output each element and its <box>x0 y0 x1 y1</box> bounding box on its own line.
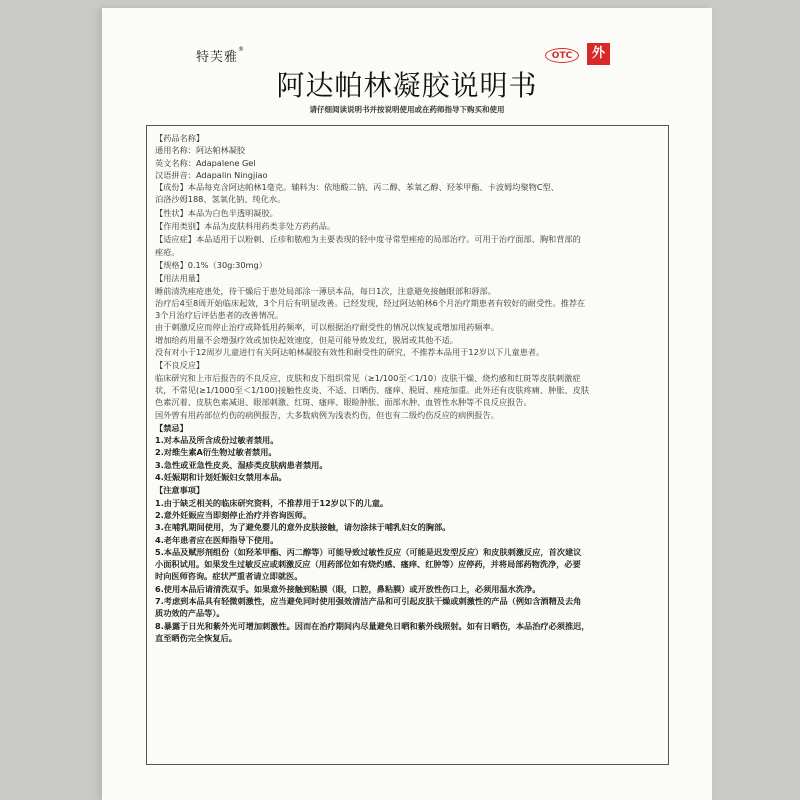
precaution-item: 2.意外妊娠应当即刻停止治疗并咨询医师。 <box>155 509 312 520</box>
usage-line: 没有对小于12周岁儿童进行有关阿达帕林凝胶有效性和耐受性的研究，不推荐本品用于12岁以下儿童患者。 <box>155 347 545 358</box>
external-use-badge: 外 <box>587 43 610 65</box>
contraindication-item: 4.妊娠期和计划妊娠妇女禁用本品。 <box>155 472 287 483</box>
indications-line: 【适应症】本品适用于以粉刺、丘疹和脓疱为主要表现的轻中度寻常型痤疮的局部治疗。可用于治疗面部、胸和背部的 <box>155 234 581 245</box>
leaflet-page <box>102 8 712 800</box>
precaution-item: 时向医师咨询。症状严重者请立即就医。 <box>155 571 303 582</box>
usage-line: 睡前清洗痤疮患处，待干燥后于患处局部涂一薄层本品，每日1次，注意避免接触眼部和唇部。 <box>155 285 496 296</box>
generic-name: 通用名称：阿达帕林凝胶 <box>155 145 246 156</box>
precautions-heading: 【注意事项】 <box>155 485 205 496</box>
adverse-line: 状，不常见(≥1/1000至＜1/100)接触性皮炎、不适、日晒伤、瘙痒、脱屑、痤疮加重。此外还有皮肤疼痛、肿胀、皮肤 <box>155 384 590 395</box>
usage-line: 3个月治疗后评估患者的改善情况。 <box>155 310 284 321</box>
document-title: 阿达帕林凝胶说明书 <box>276 69 538 102</box>
brand-logo <box>196 46 245 65</box>
usage-line: 由于刺激反应而停止治疗或降低用药频率，可以根据治疗耐受性的情况以恢复或增加用药频率。 <box>155 322 499 333</box>
precaution-item: 5.本品及赋形剂组份（如羟苯甲酯、丙二醇等）可能导致过敏性反应（可能是迟发型反应）和皮肤刺激反应，首次建议 <box>155 546 582 557</box>
english-name: 英文名称：Adapalene Gel <box>155 157 256 168</box>
precaution-item: 8.暴露于日光和紫外光可增加刺激性。因而在治疗期间内尽量避免日晒和紫外线照射。如有日晒伤，本品治疗必须推迟， <box>155 620 590 631</box>
drug-name-heading: 【药品名称】 <box>155 133 205 143</box>
brand-name: 特芙雅 <box>196 50 239 65</box>
precaution-item: 1.由于缺乏相关的临床研究资料，不推荐用于12岁以下的儿童。 <box>155 497 389 508</box>
otc-badge: OTC <box>545 48 579 63</box>
document-subtitle: 请仔细阅读说明书并按说明使用或在药师指导下购买和使用 <box>309 105 505 114</box>
usage-line: 治疗后4至8周开始临床起效，3个月后有明显改善。已经发现，经过阿达帕林6个月治疗期患者有较好的耐受性。推荐在 <box>155 297 586 308</box>
adverse-line: 临床研究和上市后报告的不良反应，皮肤和皮下组织常见（≥1/100至＜1/10）皮肤干燥、烧灼感和红斑等皮肤刺激症 <box>155 372 581 383</box>
properties-section: 【性状】本品为白色半透明凝胶。 <box>155 207 278 218</box>
adverse-heading: 【不良反应】 <box>155 360 205 371</box>
spec-section: 【规格】0.1%（30g:30mg） <box>155 259 267 270</box>
precaution-item: 直至晒伤完全恢复后。 <box>155 632 237 643</box>
adverse-line: 色素沉着、皮肤色素减退、眼部刺激、红斑、瘙痒、眼睑肿胀、面部水肿、血管性水肿等不良反应报告。 <box>155 397 532 408</box>
precaution-item: 质功效的产品等）。 <box>155 608 225 619</box>
precaution-item: 小面积试用。如果发生过敏反应或刺激反应（用药部位如有烧灼感、瘙痒、红肿等）应停药，并将局部药物洗净，必要 <box>155 559 581 570</box>
category-section: 【作用类别】本品为皮肤科用药类非处方药药品。 <box>155 221 336 232</box>
instructions-box <box>146 125 669 765</box>
precaution-item: 3.在哺乳期间使用，为了避免婴儿的意外皮肤接触，请勿涂抹于哺乳妇女的胸部。 <box>155 522 451 533</box>
contraindication-item: 1.对本品及所含成份过敏者禁用。 <box>155 435 279 446</box>
precaution-item: 4.老年患者应在医师指导下使用。 <box>155 534 279 545</box>
pinyin-name: 汉语拼音：Adapalin Ningjiao <box>155 169 268 180</box>
usage-heading: 【用法用量】 <box>155 273 205 284</box>
registered-mark: ® <box>238 46 246 53</box>
ingredients-line: 泊洛沙姆188、氢氧化钠、纯化水。 <box>155 194 286 205</box>
contraindication-item: 2.对维生素A衍生物过敏者禁用。 <box>155 447 277 458</box>
adverse-line: 国外曾有用药部位灼伤的病例报告，大多数病例为浅表灼伤，但也有二级灼伤反应的病例报告。 <box>155 409 499 420</box>
usage-line: 增加给药用量不会增强疗效或加快起效速度，但是可能导致发红，脱屑或其他不适。 <box>155 334 458 345</box>
precaution-item: 7.考虑到本品具有轻微刺激性，应当避免同时使用强效清洁产品和可引起皮肤干燥或刺激性的产品（例如含酒精及去角 <box>155 595 582 606</box>
precaution-item: 6.使用本品后请清洗双手。如果意外接触到粘膜（眼，口腔，鼻粘膜）或开放性伤口上，必须用温水洗净。 <box>155 583 541 594</box>
contraindication-item: 3.急性或亚急性皮炎、湿疹类皮肤病患者禁用。 <box>155 459 328 470</box>
ingredients-line: 【成份】本品每克含阿达帕林1毫克。辅料为：依地酸二钠、丙二醇、苯氧乙醇、羟苯甲酯、卡波姆均聚物C型、 <box>155 182 559 193</box>
contraindications-heading: 【禁忌】 <box>155 422 188 433</box>
indications-line: 痤疮。 <box>155 246 180 257</box>
